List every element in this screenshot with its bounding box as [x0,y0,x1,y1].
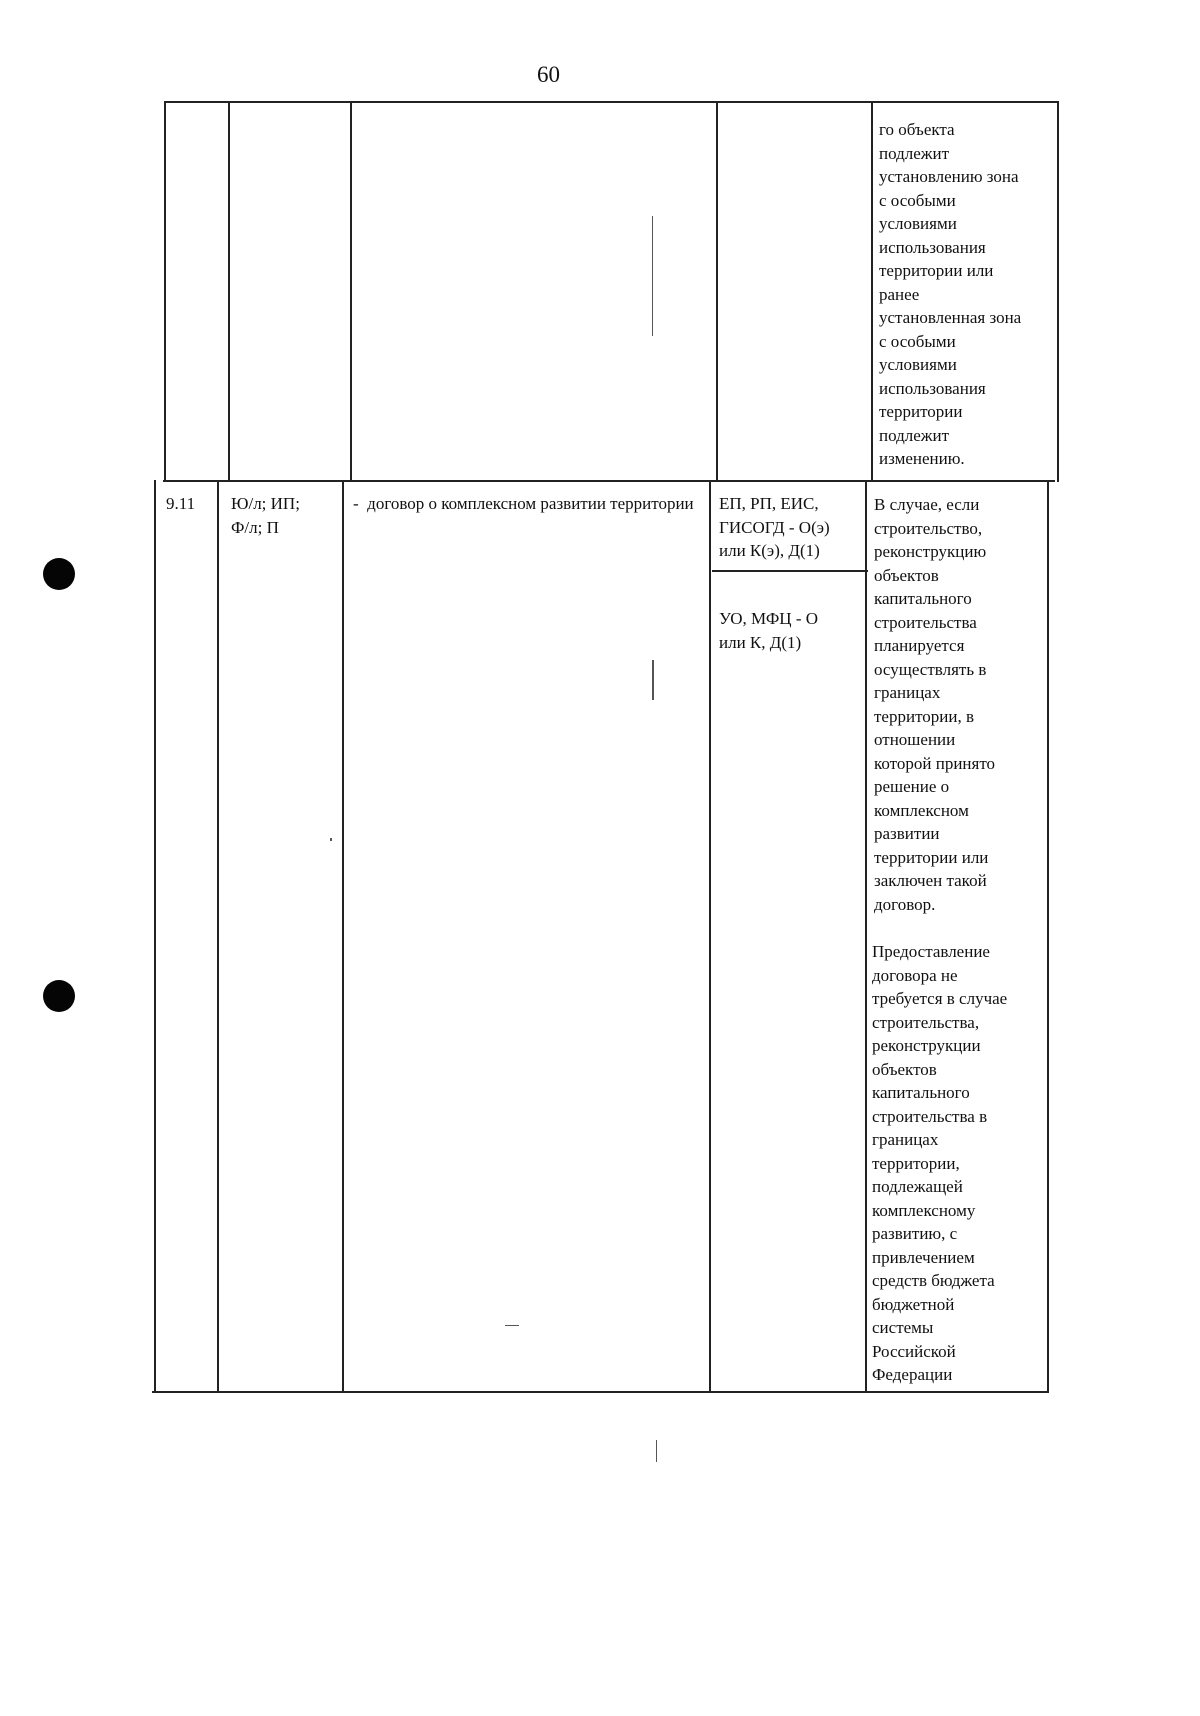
note-cell-exception: Предоставление договора не требуется в случае строительства, реконструкции объектов капитального строительства в границах территории, подлежащей комплексному развитию, с привлечением средств бюджета бюджетной системы Российской Федерации [872,942,1008,1384]
source-cell-paper: УО, МФЦ - О или К, Д(1) [719,609,819,652]
source-cell-electronic: ЕП, РП, ЕИС, ГИСОГД - О(э) или К(э), Д(1) [719,494,830,560]
applicant-cell: Ю/л; ИП; Ф/л; П [231,494,300,537]
punch-hole-top [43,558,75,590]
page-number: 60 [537,62,560,87]
document-dash: - [353,494,368,513]
punch-hole-bottom [43,980,75,1012]
note-cell-condition: В случае, если строительство, реконструкцию объектов капитального строительства планируется осуществлять в границах территории, в отношении которой принято решение о комплексном развитии территории или заключен такой договор. [874,495,996,914]
document-text [353,492,706,516]
row-number-cell: 9.11 [166,494,196,513]
continued-note-cell: го объекта подлежит установлению зона с особыми условиями использования территории или ранее установленная зона с особыми условиями использования территории подлежит изменению. [879,120,1022,468]
document-cell [353,492,706,516]
document-label: договор о комплексном развитии территории [367,494,694,513]
